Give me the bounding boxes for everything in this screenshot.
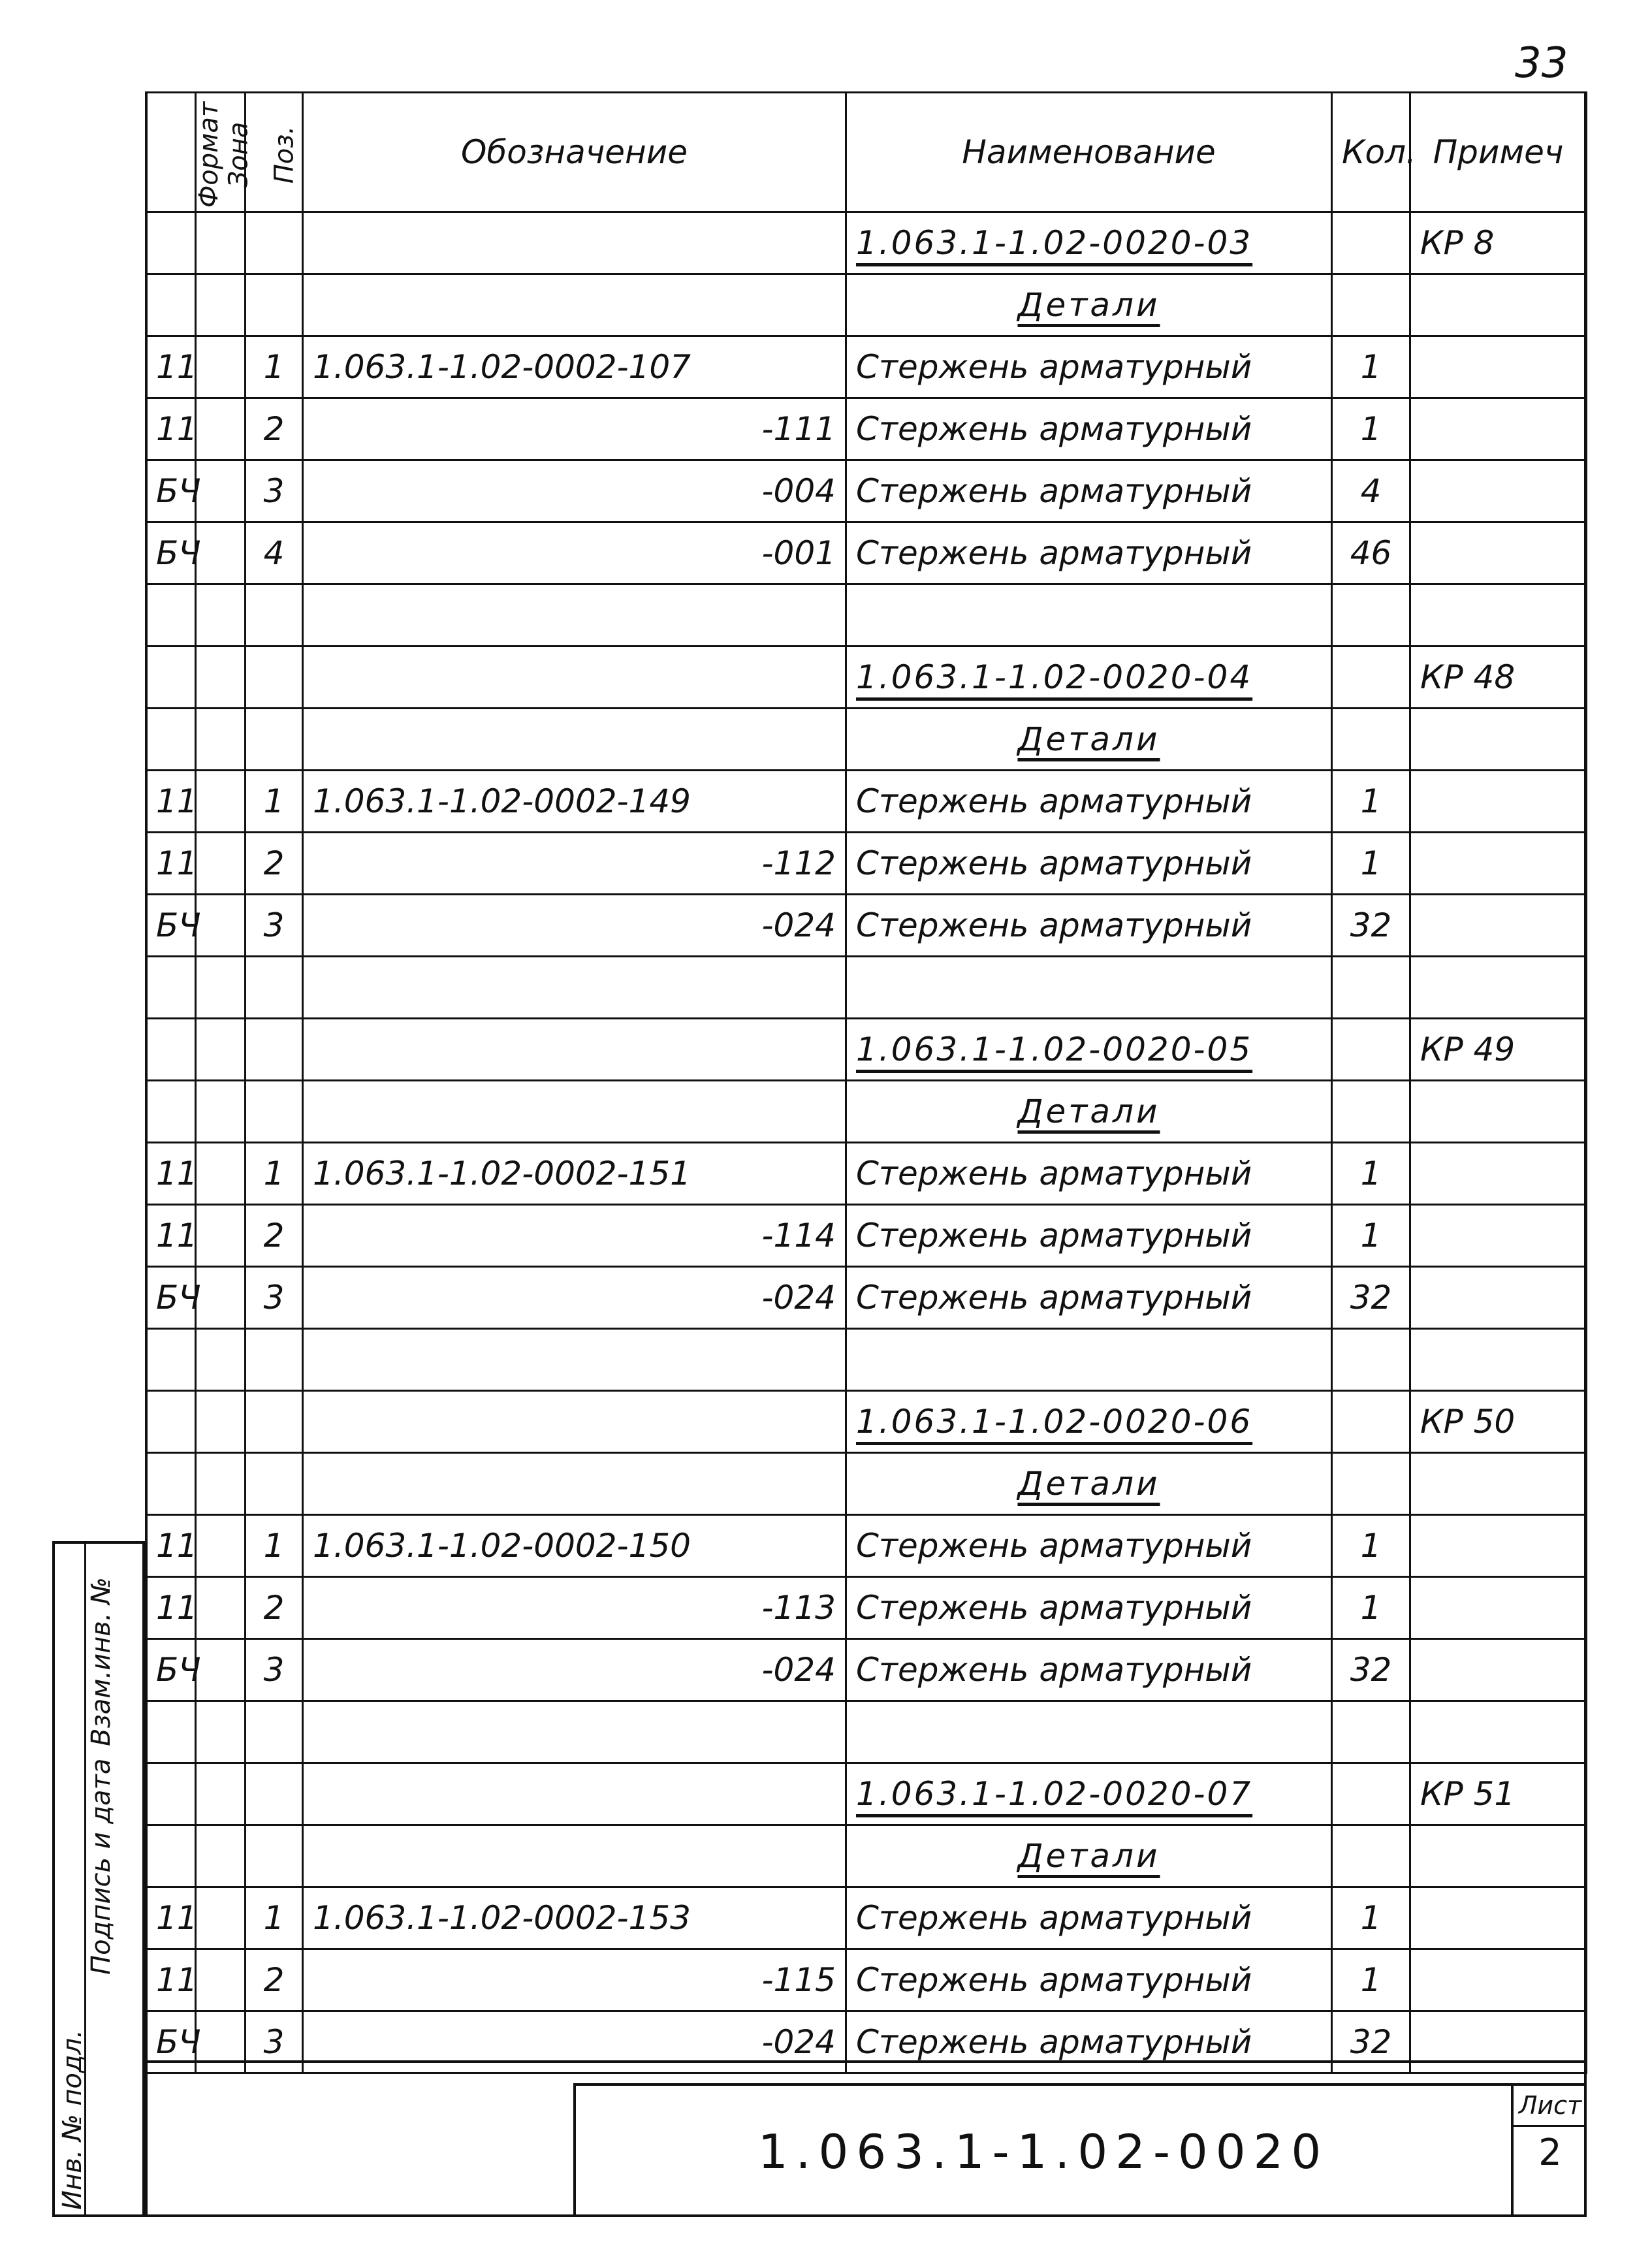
sheet-number: 2	[1538, 2132, 1562, 2174]
cell-designation	[303, 212, 846, 274]
cell-format: 11	[146, 398, 196, 460]
cell-qty	[1332, 1763, 1410, 1825]
cell-qty: 1	[1332, 1887, 1410, 1949]
cell-format	[146, 1081, 196, 1143]
cell-qty: 46	[1332, 522, 1410, 584]
page-number: 33	[1515, 39, 1568, 88]
cell-qty	[1332, 1081, 1410, 1143]
cell-pos	[246, 1329, 303, 1391]
cell-format: БЧ	[146, 2011, 196, 2073]
cell-designation	[303, 1391, 846, 1453]
cell-qty: 32	[1332, 1639, 1410, 1701]
cell-qty	[1332, 957, 1410, 1019]
cell-name: 1.063.1-1.02-0020-05	[846, 1019, 1332, 1081]
table-row	[146, 274, 1587, 336]
cell-note	[1410, 833, 1587, 895]
cell-zone	[196, 1019, 246, 1081]
cell-designation	[303, 1019, 846, 1081]
cell-pos	[246, 647, 303, 709]
cell-name	[846, 957, 1332, 1019]
cell-name: Стержень арматурный	[846, 833, 1332, 895]
side-label-replaced-inv: Взам.инв. №	[86, 1577, 116, 1746]
sheet-label: Лист	[1514, 2086, 1587, 2127]
cell-zone	[196, 895, 246, 957]
cell-qty: 1	[1332, 1577, 1410, 1639]
side-label-sign-date: Подпись и дата	[86, 1758, 116, 1975]
cell-name: Детали	[846, 1825, 1332, 1887]
cell-note	[1410, 1205, 1587, 1267]
table-row	[146, 1081, 1587, 1143]
cell-zone	[196, 1949, 246, 2011]
cell-zone	[196, 1267, 246, 1329]
cell-format	[146, 1763, 196, 1825]
cell-pos: 1	[246, 1143, 303, 1205]
cell-designation	[303, 584, 846, 647]
cell-name: Стержень арматурный	[846, 2011, 1332, 2073]
cell-designation: 1.063.1-1.02-0002-107	[303, 336, 846, 398]
cell-pos: 3	[246, 895, 303, 957]
table-row	[146, 833, 1587, 895]
cell-pos: 3	[246, 1267, 303, 1329]
cell-qty	[1332, 647, 1410, 709]
cell-format	[146, 1329, 196, 1391]
cell-note	[1410, 1081, 1587, 1143]
cell-zone	[196, 1887, 246, 1949]
cell-note	[1410, 1887, 1587, 1949]
cell-note	[1410, 709, 1587, 771]
cell-qty	[1332, 212, 1410, 274]
cell-pos	[246, 1453, 303, 1515]
cell-pos: 2	[246, 398, 303, 460]
cell-pos: 1	[246, 336, 303, 398]
cell-name: Стержень арматурный	[846, 522, 1332, 584]
side-col-inv	[55, 1544, 86, 2214]
cell-pos: 2	[246, 1577, 303, 1639]
cell-note	[1410, 1143, 1587, 1205]
cell-zone	[196, 212, 246, 274]
cell-zone	[196, 1825, 246, 1887]
cell-designation: -114	[303, 1205, 846, 1267]
cell-pos: 1	[246, 1515, 303, 1577]
cell-pos	[246, 1391, 303, 1453]
cell-qty: 1	[1332, 336, 1410, 398]
cell-format: 11	[146, 771, 196, 833]
cell-name: Детали	[846, 709, 1332, 771]
cell-format: 11	[146, 1515, 196, 1577]
table-row	[146, 1887, 1587, 1949]
table-row	[146, 1639, 1587, 1701]
cell-zone	[196, 522, 246, 584]
cell-designation: -024	[303, 1639, 846, 1701]
side-stamp	[52, 1541, 145, 2217]
cell-note	[1410, 1825, 1587, 1887]
table-row	[146, 1577, 1587, 1639]
cell-format: БЧ	[146, 895, 196, 957]
cell-format: 11	[146, 833, 196, 895]
cell-name	[846, 1701, 1332, 1763]
cell-name: Стержень арматурный	[846, 895, 1332, 957]
sheet-box	[1511, 2083, 1587, 2217]
table-row	[146, 771, 1587, 833]
cell-name: Детали	[846, 1453, 1332, 1515]
cell-qty: 1	[1332, 771, 1410, 833]
cell-pos: 2	[246, 833, 303, 895]
cell-pos: 2	[246, 1949, 303, 2011]
cell-format: 11	[146, 1949, 196, 2011]
cell-name: 1.063.1-1.02-0020-07	[846, 1763, 1332, 1825]
header-format: Формат	[146, 93, 196, 212]
cell-designation: -001	[303, 522, 846, 584]
table-row	[146, 1701, 1587, 1763]
cell-designation	[303, 647, 846, 709]
cell-name: Стержень арматурный	[846, 460, 1332, 522]
cell-pos	[246, 274, 303, 336]
cell-name: Стержень арматурный	[846, 1267, 1332, 1329]
specification-table	[145, 91, 1587, 2074]
cell-zone	[196, 1515, 246, 1577]
cell-zone	[196, 709, 246, 771]
table-row	[146, 1391, 1587, 1453]
header-pos: Поз.	[246, 93, 303, 212]
cell-format	[146, 647, 196, 709]
cell-note: КР 49	[1410, 1019, 1587, 1081]
cell-note	[1410, 771, 1587, 833]
cell-pos	[246, 1825, 303, 1887]
cell-designation: -004	[303, 460, 846, 522]
cell-qty: 32	[1332, 1267, 1410, 1329]
side-label-inv-orig: Инв. № подл.	[57, 2030, 87, 2210]
table-row	[146, 584, 1587, 647]
cell-name: Стержень арматурный	[846, 1205, 1332, 1267]
cell-format	[146, 1453, 196, 1515]
cell-pos: 4	[246, 522, 303, 584]
cell-zone	[196, 1639, 246, 1701]
cell-note	[1410, 1329, 1587, 1391]
header-qty: Кол.	[1332, 93, 1410, 212]
table-row	[146, 212, 1587, 274]
cell-qty	[1332, 274, 1410, 336]
cell-pos	[246, 1701, 303, 1763]
cell-zone	[196, 1577, 246, 1639]
cell-zone	[196, 584, 246, 647]
cell-qty: 1	[1332, 1205, 1410, 1267]
cell-name	[846, 1329, 1332, 1391]
cell-format: БЧ	[146, 460, 196, 522]
table-row	[146, 957, 1587, 1019]
table-row	[146, 1453, 1587, 1515]
cell-qty: 4	[1332, 460, 1410, 522]
cell-note	[1410, 1267, 1587, 1329]
cell-pos	[246, 212, 303, 274]
cell-format	[146, 584, 196, 647]
cell-designation: -115	[303, 1949, 846, 2011]
cell-note: КР 50	[1410, 1391, 1587, 1453]
cell-designation	[303, 1081, 846, 1143]
cell-zone	[196, 274, 246, 336]
cell-designation	[303, 1701, 846, 1763]
document-code: 1.063.1-1.02-0020	[573, 2083, 1511, 2217]
cell-pos	[246, 957, 303, 1019]
table-row	[146, 398, 1587, 460]
header-note: Примеч	[1410, 93, 1587, 212]
cell-name	[846, 584, 1332, 647]
cell-designation: -024	[303, 2011, 846, 2073]
cell-zone	[196, 1143, 246, 1205]
cell-note	[1410, 1639, 1587, 1701]
cell-qty: 32	[1332, 895, 1410, 957]
cell-qty	[1332, 1825, 1410, 1887]
cell-zone	[196, 957, 246, 1019]
specification-body	[146, 212, 1587, 2073]
cell-note	[1410, 895, 1587, 957]
cell-name: 1.063.1-1.02-0020-03	[846, 212, 1332, 274]
cell-designation: 1.063.1-1.02-0002-149	[303, 771, 846, 833]
cell-note	[1410, 460, 1587, 522]
cell-designation	[303, 957, 846, 1019]
cell-pos	[246, 1763, 303, 1825]
cell-format: БЧ	[146, 1267, 196, 1329]
cell-designation: -111	[303, 398, 846, 460]
cell-qty: 1	[1332, 1143, 1410, 1205]
header-name: Наименование	[846, 93, 1332, 212]
cell-qty	[1332, 709, 1410, 771]
cell-note	[1410, 398, 1587, 460]
cell-note: КР 48	[1410, 647, 1587, 709]
cell-qty	[1332, 1329, 1410, 1391]
cell-pos	[246, 1019, 303, 1081]
cell-name: Стержень арматурный	[846, 771, 1332, 833]
cell-format	[146, 957, 196, 1019]
cell-zone	[196, 1763, 246, 1825]
cell-format	[146, 709, 196, 771]
cell-zone	[196, 647, 246, 709]
cell-name: Стержень арматурный	[846, 1515, 1332, 1577]
cell-zone	[196, 1329, 246, 1391]
side-col-sign	[86, 1544, 116, 2214]
cell-format	[146, 212, 196, 274]
cell-zone	[196, 1205, 246, 1267]
cell-zone	[196, 460, 246, 522]
cell-format: БЧ	[146, 1639, 196, 1701]
table-row	[146, 895, 1587, 957]
table-row	[146, 1019, 1587, 1081]
cell-qty	[1332, 584, 1410, 647]
cell-designation: -024	[303, 895, 846, 957]
cell-format	[146, 1701, 196, 1763]
cell-pos: 3	[246, 460, 303, 522]
cell-zone	[196, 833, 246, 895]
cell-name: Детали	[846, 1081, 1332, 1143]
cell-designation: -112	[303, 833, 846, 895]
cell-format	[146, 274, 196, 336]
header-row	[146, 93, 1587, 212]
cell-pos	[246, 584, 303, 647]
cell-pos: 3	[246, 2011, 303, 2073]
cell-name: Стержень арматурный	[846, 398, 1332, 460]
cell-zone	[196, 1701, 246, 1763]
cell-qty	[1332, 1453, 1410, 1515]
cell-note	[1410, 1949, 1587, 2011]
cell-pos: 2	[246, 1205, 303, 1267]
cell-note	[1410, 1577, 1587, 1639]
cell-pos: 1	[246, 1887, 303, 1949]
table-row	[146, 1205, 1587, 1267]
cell-designation	[303, 1329, 846, 1391]
cell-designation	[303, 709, 846, 771]
table-row	[146, 1949, 1587, 2011]
table-row	[146, 1825, 1587, 1887]
cell-name: 1.063.1-1.02-0020-04	[846, 647, 1332, 709]
cell-name: Стержень арматурный	[846, 1143, 1332, 1205]
table-row	[146, 1267, 1587, 1329]
table-row	[146, 1763, 1587, 1825]
cell-designation	[303, 1763, 846, 1825]
table-row	[146, 709, 1587, 771]
cell-qty: 1	[1332, 1949, 1410, 2011]
table-row	[146, 647, 1587, 709]
cell-format	[146, 1825, 196, 1887]
table-row	[146, 1515, 1587, 1577]
cell-note	[1410, 1701, 1587, 1763]
cell-format	[146, 1391, 196, 1453]
cell-name: Детали	[846, 274, 1332, 336]
table-row	[146, 522, 1587, 584]
table-row	[146, 1143, 1587, 1205]
cell-pos: 3	[246, 1639, 303, 1701]
cell-name: 1.063.1-1.02-0020-06	[846, 1391, 1332, 1453]
cell-qty: 1	[1332, 1515, 1410, 1577]
cell-qty: 1	[1332, 398, 1410, 460]
cell-qty	[1332, 1391, 1410, 1453]
cell-designation: 1.063.1-1.02-0002-150	[303, 1515, 846, 1577]
cell-note	[1410, 522, 1587, 584]
table-row	[146, 1329, 1587, 1391]
table-row	[146, 460, 1587, 522]
cell-designation	[303, 1825, 846, 1887]
cell-name: Стержень арматурный	[846, 1887, 1332, 1949]
cell-format: 11	[146, 1205, 196, 1267]
cell-zone	[196, 1391, 246, 1453]
header-zone: Зона	[196, 93, 246, 212]
cell-qty	[1332, 1019, 1410, 1081]
cell-pos	[246, 709, 303, 771]
cell-designation: 1.063.1-1.02-0002-153	[303, 1887, 846, 1949]
cell-zone	[196, 1081, 246, 1143]
cell-name: Стержень арматурный	[846, 1577, 1332, 1639]
cell-zone	[196, 771, 246, 833]
cell-zone	[196, 398, 246, 460]
cell-format: 11	[146, 1577, 196, 1639]
cell-qty: 32	[1332, 2011, 1410, 2073]
cell-note	[1410, 274, 1587, 336]
header-designation: Обозначение	[303, 93, 846, 212]
cell-name: Стержень арматурный	[846, 1639, 1332, 1701]
cell-designation: -024	[303, 1267, 846, 1329]
table-row	[146, 336, 1587, 398]
cell-note	[1410, 1453, 1587, 1515]
cell-qty	[1332, 1701, 1410, 1763]
cell-designation	[303, 1453, 846, 1515]
cell-designation: -113	[303, 1577, 846, 1639]
cell-zone	[196, 336, 246, 398]
cell-note: КР 51	[1410, 1763, 1587, 1825]
cell-format: 11	[146, 1143, 196, 1205]
cell-format: 11	[146, 1887, 196, 1949]
cell-note	[1410, 336, 1587, 398]
cell-pos	[246, 1081, 303, 1143]
cell-note	[1410, 1515, 1587, 1577]
cell-designation: 1.063.1-1.02-0002-151	[303, 1143, 846, 1205]
cell-zone	[196, 1453, 246, 1515]
cell-note	[1410, 957, 1587, 1019]
cell-format	[146, 1019, 196, 1081]
cell-name: Стержень арматурный	[846, 1949, 1332, 2011]
cell-qty: 1	[1332, 833, 1410, 895]
cell-designation	[303, 274, 846, 336]
cell-name: Стержень арматурный	[846, 336, 1332, 398]
cell-note: КР 8	[1410, 212, 1587, 274]
cell-format: 11	[146, 336, 196, 398]
cell-pos: 1	[246, 771, 303, 833]
cell-format: БЧ	[146, 522, 196, 584]
cell-note	[1410, 584, 1587, 647]
